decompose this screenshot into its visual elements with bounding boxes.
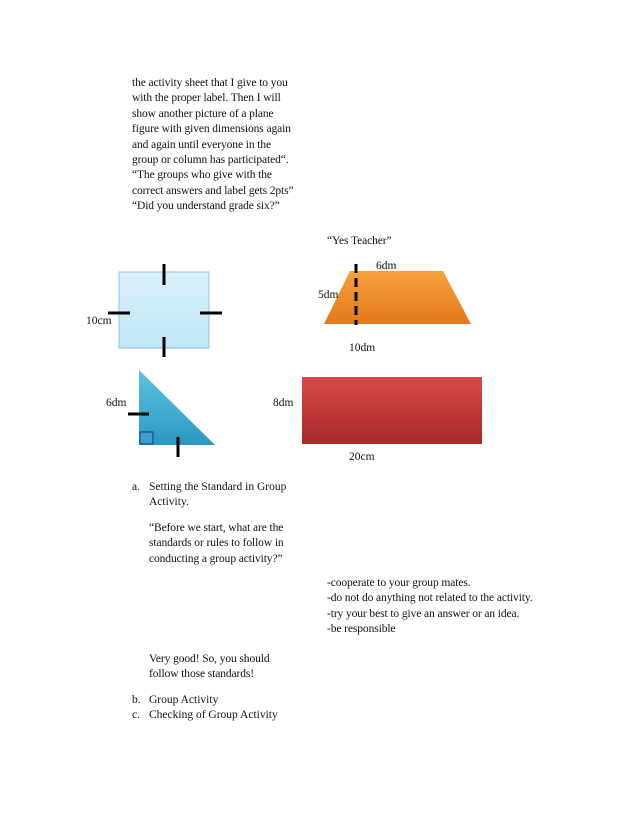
intro-line: show another picture of a plane [132, 107, 274, 120]
intro-line: figure with given dimensions again [132, 123, 291, 136]
right-triangle-shape [128, 370, 215, 457]
question-line: standards or rules to follow in [149, 537, 284, 550]
intro-line: “The groups who give with the [132, 169, 272, 182]
step-b-label: Group Activity [149, 694, 219, 706]
triangle-side-label: 6dm [106, 397, 127, 409]
rule-item: -do not do anything not related to the activity. [327, 592, 533, 605]
intro-line: with the proper label. Then I will [132, 92, 281, 105]
intro-line: “Did you understand grade six?” [132, 200, 280, 213]
rectangle-side-label: 8dm [273, 397, 294, 409]
intro-line: group or column has participated“. [132, 153, 289, 166]
intro-line: and again until everyone in the [132, 138, 272, 151]
square-shape [108, 264, 222, 357]
teacher-praise [149, 652, 270, 683]
rule-item: -cooperate to your group mates. [327, 577, 471, 589]
rectangle-bottom-label: 20cm [349, 451, 375, 463]
question-line: conducting a group activity?” [149, 552, 283, 565]
step-marker: c. [132, 709, 140, 721]
trapezoid-bottom-label: 10dm [349, 342, 376, 354]
rules-list [327, 576, 533, 638]
trapezoid-side-label: 5dm [318, 289, 339, 301]
right-angle-marker [140, 432, 153, 444]
step-c-label: Checking of Group Activity [149, 709, 278, 721]
trapezoid-top-label: 6dm [376, 260, 397, 272]
rule-item: -try your best to give an answer or an idea. [327, 607, 520, 620]
square-side-label: 10cm [86, 315, 112, 327]
step-a-line: Setting the Standard in Group [149, 481, 287, 493]
intro-line: correct answers and label gets 2pts” [132, 184, 294, 197]
rectangle-shape [302, 377, 482, 444]
question-line: “Before we start, what are the [149, 522, 284, 534]
step-marker: a. [132, 481, 140, 493]
praise-line: follow those standards! [149, 668, 255, 681]
step-marker: b. [132, 694, 141, 706]
rule-item: -be responsible [327, 623, 396, 636]
praise-line: Very good! So, you should [149, 653, 270, 665]
teacher-question [149, 521, 284, 567]
trapezoid-shape [324, 264, 471, 325]
intro-line: the activity sheet that I give to you [132, 77, 288, 89]
step-a-line: Activity. [149, 496, 189, 509]
student-reply: “Yes Teacher” [327, 235, 392, 247]
